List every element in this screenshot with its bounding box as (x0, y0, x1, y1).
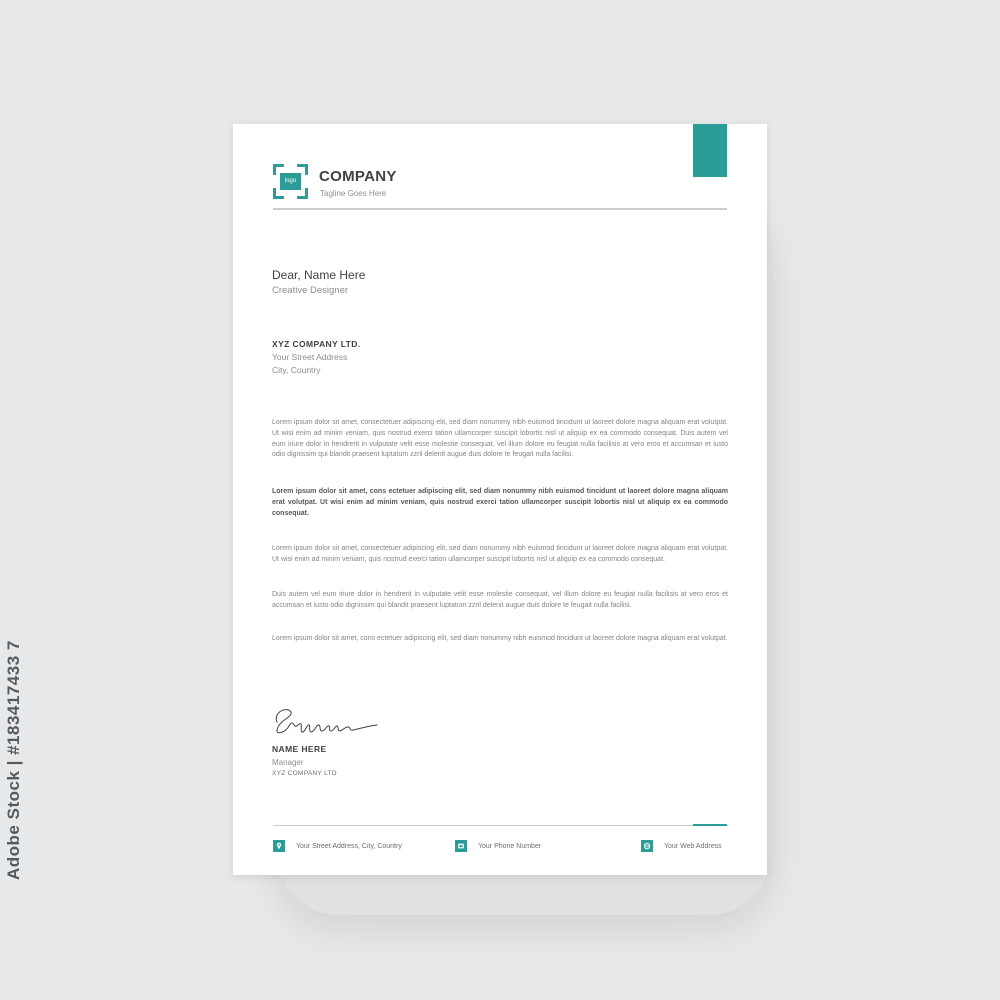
body-paragraph: Lorem ipsum dolor sit amet, cons ectetuer adipiscing elit, sed diam nonummy nibh euismod tincidunt ut laoreet dolore magna aliquam erat volutpat. (272, 635, 728, 642)
company-name: COMPANY (319, 168, 397, 185)
footer-web (641, 840, 722, 852)
globe-icon (641, 840, 653, 852)
recipient-company: XYZ COMPANY LTD. (272, 339, 361, 349)
footer-divider (273, 825, 727, 826)
header-divider (273, 208, 727, 210)
greeting-role: Creative Designer (272, 285, 349, 296)
footer-accent (693, 824, 727, 826)
recipient-street: Your Street Address (272, 352, 348, 362)
header-accent-block (693, 124, 727, 177)
recipient-block (272, 338, 361, 377)
signer-company: XYZ COMPANY LTD (272, 770, 337, 777)
signer-name: NAME HERE (272, 744, 327, 754)
company-tagline: Tagline Goes Here (320, 189, 387, 198)
phone-icon (455, 840, 467, 852)
signer-role: Manager (272, 758, 304, 767)
logo-placeholder: logo (280, 173, 301, 190)
recipient-city: City, Country (272, 365, 321, 375)
location-pin-icon (273, 840, 285, 852)
letterhead-page (233, 124, 767, 875)
footer-address (273, 840, 402, 852)
footer-address-text: Your Street Address, City, Country (296, 842, 402, 850)
body-paragraph-bold: Lorem ipsum dolor sit amet, cons ectetuer adipiscing elit, sed diam nonummy nibh euismod tincidunt ut laoreet dolore magna aliquam erat volutpat. Ut wisi enim ad minim veniam, quis nostrud exerci tation ullamcorper suscipit lobortis nisl ut aliquip ex ea commodo consequat. (272, 488, 728, 517)
footer-phone-text: Your Phone Number (478, 842, 542, 850)
body-paragraph: Duis autem vel eum iriure dolor in hendrerit in vulputate velit esse molestie consequat, vel illum dolore eu feugiat nulla facilisis at vero eros et accumsan et iusto odio dignissim qui blandit praesent luptatum zzril delenit augue duis dolore te feugait nulla facilisi. (272, 591, 728, 609)
footer-web-text: Your Web Address (664, 842, 722, 850)
logo (273, 164, 308, 199)
stock-id-label: Adobe Stock | #183417433 7 (4, 640, 23, 880)
body-paragraph: Lorem ipsum dolor sit amet, consectetuer adipiscing elit, sed diam nonummy nibh euismod tincidunt ut laoreet dolore magna aliquam erat volutpat. Ut wisi enim ad minim veniam, quis nostrud exerci tation ullamcorper suscipit lobortis nisl ut aliquip ex ea commodo consequat. (272, 545, 728, 563)
footer-phone (455, 840, 541, 852)
signature-icon (271, 700, 381, 740)
greeting-name: Dear, Name Here (272, 268, 366, 282)
body-paragraph: Lorem ipsum dolor sit amet, consectetuer adipiscing elit, sed diam nonummy nibh euismod tincidunt ut laoreet dolore magna aliquam erat volutpat. Ut wisi enim ad minim veniam, quis nostrud exerci tation ullamcorper suscipit lobortis nisl ut aliquip ex ea commodo consequat. Duis autem vel eum iriure dolor in hendrerit in vulputate velit esse molestie consequat, vel illum dolore eu feugiat nulla facilisis at vero eros et accumsan et iusto odio dignissim qui blandit praesent luptatum zzril delenit augue duis dolore te feugait nulla facilisi. (272, 419, 728, 459)
